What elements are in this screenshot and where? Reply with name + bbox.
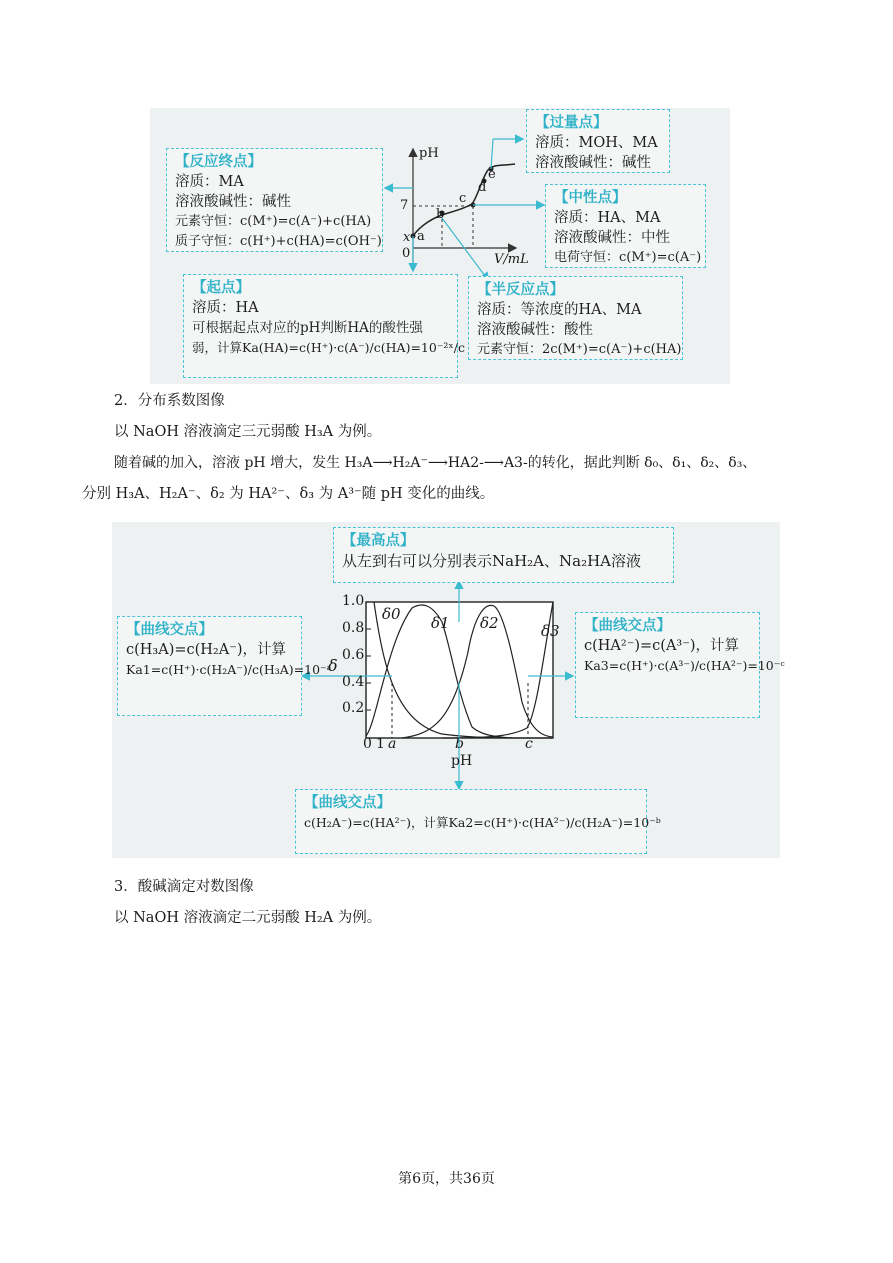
x-tick-b: b (455, 736, 464, 752)
y-tick-1.0: 1.0 (342, 593, 365, 609)
x-tick-1: 1 (376, 736, 385, 752)
box-highest-point: 【最高点】 从左到右可以分别表示NaH₂A、Na₂HA溶液 (333, 527, 674, 583)
box-intersection-bottom: 【曲线交点】 c(H₂A⁻)=c(HA²⁻)，计算Ka2=c(H⁺)·c(HA²⁻)/c(H₂A⁻)=10⁻ᵇ (295, 789, 647, 854)
x-axis-label: pH (451, 753, 473, 769)
point-c: c (459, 191, 467, 206)
box-half-reaction: 【半反应点】 溶质：等浓度的HA、MA 溶液酸碱性：酸性 元素守恒：2c(M⁺)=c(A⁻)+c(HA) (468, 276, 683, 360)
y-tick-0.8: 0.8 (342, 620, 365, 636)
axis-y-label: pH (419, 146, 439, 161)
box-start: 【起点】 溶质：HA 可根据起点对应的pH判断HA的酸性强 弱，计算Ka(HA)=c(H⁺)·c(A⁻)/c(HA)=10⁻²ˣ/c (183, 274, 458, 378)
y-axis-label: δ (328, 656, 338, 675)
point-d: d (478, 180, 487, 195)
curve-label-delta1: δ1 (431, 614, 450, 632)
y-tick-0.4: 0.4 (342, 674, 365, 690)
box-intersection-left: 【曲线交点】 c(H₃A)=c(H₂A⁻)，计算 Ka1=c(H⁺)·c(H₂A⁻)/c(H₃A)=10⁻ᵃ (117, 616, 302, 716)
curve-label-delta0: δ0 (382, 605, 401, 623)
y-tick-0.6: 0.6 (342, 647, 365, 663)
x-tick-c: c (525, 736, 533, 752)
box-title: 【反应终点】 (175, 154, 262, 170)
page-footer: 第6页，共36页 (398, 1171, 495, 1187)
x-tick-0: 0 (363, 736, 372, 752)
point-e: e (488, 167, 496, 182)
axis-x-label: V/mL (494, 252, 529, 267)
box-neutral: 【中性点】 溶质：HA、MA 溶液酸碱性：中性 电荷守恒：c(M⁺)=c(A⁻) (545, 184, 706, 268)
point-a: a (417, 229, 425, 244)
section-2-paragraph-2a: 随着碱的加入，溶液 pH 增大，发生 H₃A⟶H₂A⁻⟶HA2-⟶A3-的转化，据此判断 δ₀、δ₁、δ₂、δ₃、 (114, 455, 757, 471)
section-2-paragraph-2b: 分别 H₃A、H₂A⁻、δ₂ 为 HA²⁻、δ₃ 为 A³⁻随 pH 变化的曲线。 (82, 486, 495, 502)
section-3-paragraph-1: 以 NaOH 溶液滴定二元弱酸 H₂A 为例。 (114, 910, 382, 926)
section-3-title: 3．酸碱滴定对数图像 (114, 879, 254, 895)
point-b: b (436, 207, 445, 222)
box-reaction-end: 【反应终点】 溶质：MA 溶液酸碱性：碱性 元素守恒：c(M⁺)=c(A⁻)+c(HA) 质子守恒：c(H⁺)+c(HA)=c(OH⁻) (166, 148, 383, 252)
y-tick-0.2: 0.2 (342, 700, 365, 716)
section-2-title: 2．分布系数图像 (114, 393, 225, 409)
curve-label-delta3: δ3 (541, 622, 560, 640)
tick-7: 7 (400, 198, 409, 213)
section-2-paragraph-1: 以 NaOH 溶液滴定三元弱酸 H₃A 为例。 (114, 424, 382, 440)
curve-label-delta2: δ2 (480, 614, 499, 632)
box-excess: 【过量点】 溶质：MOH、MA 溶液酸碱性：碱性 (526, 109, 670, 173)
origin-label: 0 (402, 246, 411, 261)
box-intersection-right: 【曲线交点】 c(HA²⁻)=c(A³⁻)，计算 Ka3=c(H⁺)·c(A³⁻)/c(HA²⁻)=10⁻ᶜ (575, 612, 760, 718)
x-tick-a: a (388, 736, 397, 752)
x-mark: x (403, 230, 411, 245)
